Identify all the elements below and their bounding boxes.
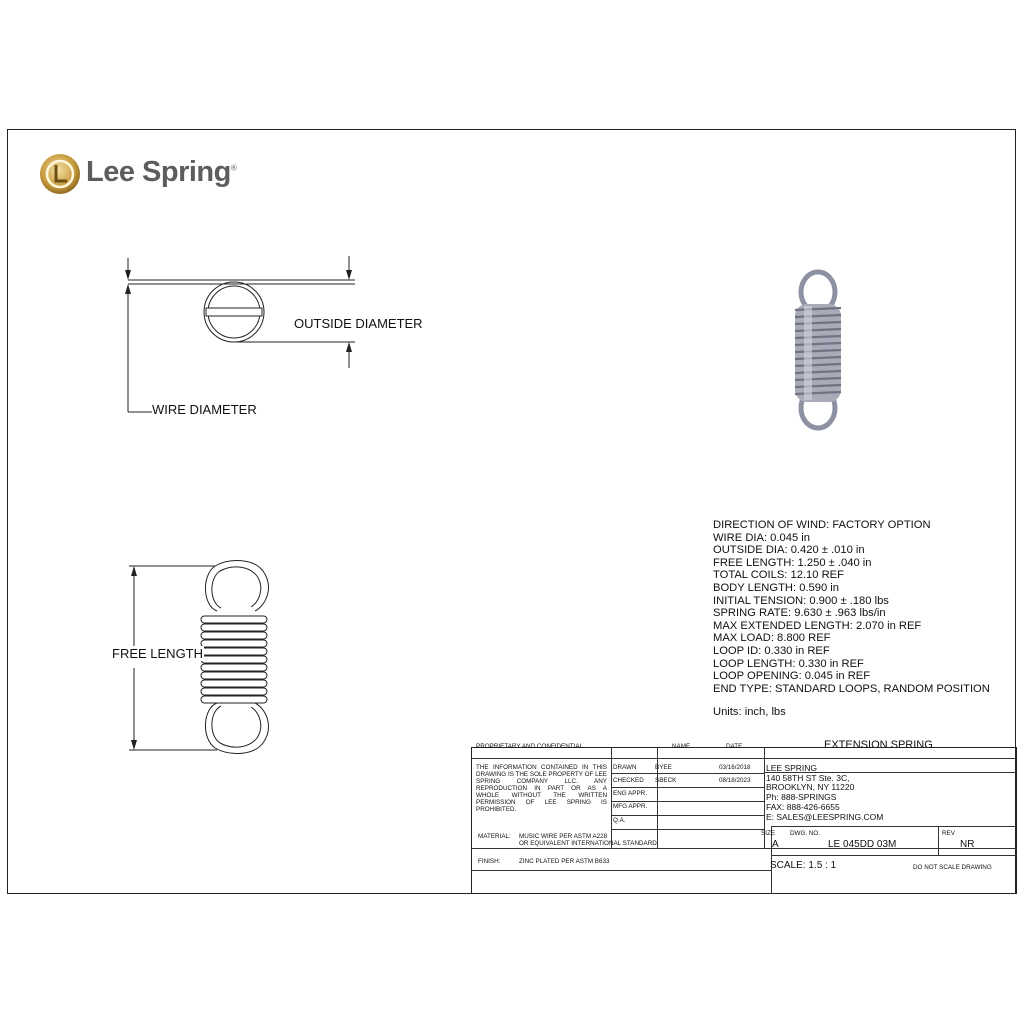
col-date-header: DATE	[726, 743, 743, 750]
outside-diameter-label: OUTSIDE DIAMETER	[294, 316, 423, 331]
units-note: Units: inch, lbs	[713, 706, 786, 718]
spec-line: LOOP ID: 0.330 in REF	[713, 644, 830, 657]
do-not-scale-note: DO NOT SCALE DRAWING	[913, 864, 992, 871]
finish-value: ZINC PLATED PER ASTM B633	[519, 858, 610, 865]
material-line-2: OR EQUIVALENT INTERNATIONAL STANDARD	[519, 840, 657, 847]
spec-line: MAX LOAD: 8.800 REF	[713, 632, 831, 645]
material-line-1: MUSIC WIRE PER ASTM A228	[519, 833, 608, 840]
finish-label: FINISH:	[478, 858, 501, 865]
lee-spring-logo-emblem	[38, 152, 86, 196]
company-name: LEE SPRING	[766, 763, 818, 773]
dwg-no-label: DWG. NO.	[790, 830, 821, 837]
spec-line: DIRECTION OF WIND: FACTORY OPTION	[713, 519, 931, 531]
spec-line: OUTSIDE DIA: 0.420 ± .010 in	[713, 544, 865, 557]
material-label: MATERIAL:	[478, 833, 511, 840]
size-value: A	[772, 839, 779, 850]
notice-line: THE INFORMATION CONTAINED IN THIS	[476, 764, 607, 771]
brand-name: Lee Spring®	[86, 156, 237, 188]
eng-appr-label: ENG APPR.	[613, 790, 647, 797]
spec-line: WIRE DIA: 0.045 in	[713, 531, 810, 544]
free-length-label: FREE LENGTH	[112, 646, 204, 661]
spec-line: INITIAL TENSION: 0.900 ± .180 lbs	[713, 594, 889, 607]
drawn-date: 03/16/2018	[719, 764, 751, 771]
company-address-1: 140 58TH ST Ste. 3C,	[766, 773, 850, 783]
checked-date: 08/18/2023	[719, 777, 751, 784]
company-address-2: BROOKLYN, NY 11220	[766, 782, 855, 792]
scale-value: SCALE: 1.5 : 1	[770, 860, 837, 871]
notice-line: DRAWING IS THE SOLE PROPERTY OF LEE	[476, 771, 607, 778]
notice-line: PERMISSION OF LEE SPRING IS	[476, 799, 607, 806]
proprietary-notice	[476, 764, 607, 813]
company-email: E: SALES@LEESPRING.COM	[766, 812, 884, 822]
spec-line: TOTAL COILS: 12.10 REF	[713, 569, 844, 582]
spec-line: BODY LENGTH: 0.590 in	[713, 581, 840, 594]
spec-list	[713, 519, 990, 695]
size-label: SIZE	[761, 830, 775, 837]
rev-value: NR	[960, 839, 975, 850]
spec-line: LOOP LENGTH: 0.330 in REF	[713, 657, 864, 670]
company-phone: Ph: 888-SPRINGS	[766, 792, 837, 802]
qa-label: Q.A.	[613, 817, 626, 824]
dwg-no-value: LE 045DD 03M	[828, 839, 897, 850]
notice-line: WHOLE WITHOUT THE WRITTEN	[476, 792, 607, 799]
rev-label: REV	[942, 830, 955, 837]
notice-line: PROHIBITED.	[476, 806, 517, 813]
company-fax: FAX: 888-426-6655	[766, 802, 840, 812]
drawn-name: BYEE	[655, 764, 672, 771]
spec-line: FREE LENGTH: 1.250 ± .040 in	[713, 556, 872, 569]
notice-line: REPRODUCTION IN PART OR AS A	[476, 785, 607, 792]
drawn-label: DRAWN	[613, 764, 637, 771]
proprietary-label: PROPRIETARY AND CONFIDENTIAL	[476, 743, 584, 750]
title-block-title: EXTENSION SPRING	[824, 739, 933, 751]
checked-label: CHECKED	[613, 777, 644, 784]
notice-line: SPRING COMPANY LLC. ANY	[476, 778, 607, 785]
mfg-appr-label: MFG APPR.	[613, 803, 648, 810]
checked-name: SBECK	[655, 777, 677, 784]
col-name-header: NAME	[672, 743, 691, 750]
spec-line: LOOP OPENING: 0.045 in REF	[713, 670, 871, 683]
spec-line: MAX EXTENDED LENGTH: 2.070 in REF	[713, 619, 922, 632]
wire-diameter-label: WIRE DIAMETER	[152, 402, 257, 417]
spring-3d-render	[780, 262, 860, 438]
spec-line: SPRING RATE: 9.630 ± .963 lbs/in	[713, 607, 886, 620]
spec-line: END TYPE: STANDARD LOOPS, RANDOM POSITION	[713, 682, 990, 695]
